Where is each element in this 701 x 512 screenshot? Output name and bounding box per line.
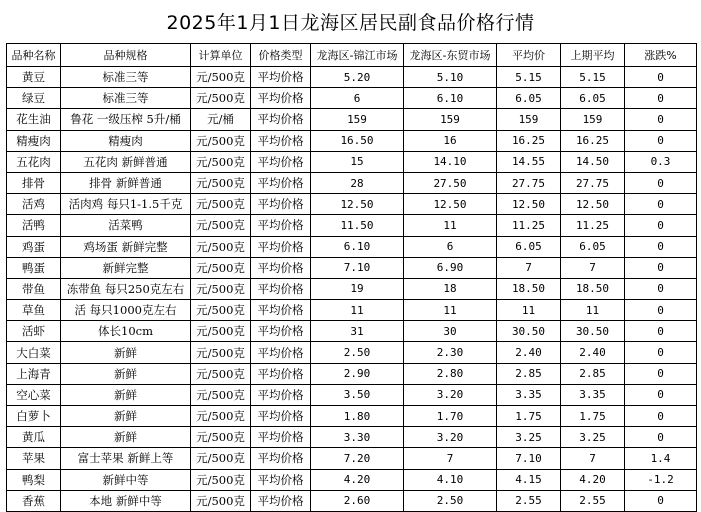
cell-dongmao: 7 xyxy=(404,448,497,469)
cell-unit: 元/500克 xyxy=(191,427,251,448)
cell-type: 平均价格 xyxy=(251,300,311,321)
cell-dongmao: 18 xyxy=(404,278,497,299)
cell-type: 平均价格 xyxy=(251,130,311,151)
cell-unit: 元/500克 xyxy=(191,490,251,511)
table-body xyxy=(7,67,697,512)
cell-jinjiang: 3.30 xyxy=(311,427,404,448)
cell-avg: 2.55 xyxy=(497,490,561,511)
cell-type: 平均价格 xyxy=(251,469,311,490)
cell-change: 0 xyxy=(625,384,697,405)
cell-change: 0 xyxy=(625,406,697,427)
cell-change: -1.2 xyxy=(625,469,697,490)
cell-avg: 3.35 xyxy=(497,384,561,405)
cell-unit: 元/500克 xyxy=(191,130,251,151)
cell-change: 0 xyxy=(625,257,697,278)
cell-dongmao: 14.10 xyxy=(404,151,497,172)
table-row xyxy=(7,363,697,384)
cell-prev-avg: 4.20 xyxy=(561,469,625,490)
cell-jinjiang: 6.10 xyxy=(311,236,404,257)
cell-dongmao: 2.50 xyxy=(404,490,497,511)
cell-jinjiang: 159 xyxy=(311,109,404,130)
cell-dongmao: 6.10 xyxy=(404,88,497,109)
cell-avg: 1.75 xyxy=(497,406,561,427)
cell-jinjiang: 28 xyxy=(311,172,404,193)
cell-avg: 30.50 xyxy=(497,321,561,342)
cell-change: 0 xyxy=(625,194,697,215)
cell-spec: 活肉鸡 每只1-1.5千克 xyxy=(61,194,191,215)
cell-jinjiang: 1.80 xyxy=(311,406,404,427)
cell-change: 0 xyxy=(625,236,697,257)
table-row xyxy=(7,321,697,342)
table-row xyxy=(7,342,697,363)
cell-jinjiang: 11.50 xyxy=(311,215,404,236)
cell-avg: 7 xyxy=(497,257,561,278)
table-row xyxy=(7,215,697,236)
cell-spec: 精瘦肉 xyxy=(61,130,191,151)
cell-name: 黄瓜 xyxy=(7,427,61,448)
cell-prev-avg: 16.25 xyxy=(561,130,625,151)
cell-avg: 11.25 xyxy=(497,215,561,236)
cell-unit: 元/500克 xyxy=(191,88,251,109)
cell-unit: 元/500克 xyxy=(191,257,251,278)
cell-unit: 元/500克 xyxy=(191,469,251,490)
cell-name: 鸭蛋 xyxy=(7,257,61,278)
cell-dongmao: 1.70 xyxy=(404,406,497,427)
cell-jinjiang: 19 xyxy=(311,278,404,299)
col-header-jinjiang: 龙海区-锦江市场 xyxy=(311,44,404,67)
cell-spec: 新鲜 xyxy=(61,427,191,448)
cell-name: 绿豆 xyxy=(7,88,61,109)
col-header-unit: 计算单位 xyxy=(191,44,251,67)
cell-avg: 27.75 xyxy=(497,172,561,193)
cell-unit: 元/500克 xyxy=(191,151,251,172)
cell-spec: 活菜鸭 xyxy=(61,215,191,236)
cell-dongmao: 27.50 xyxy=(404,172,497,193)
cell-type: 平均价格 xyxy=(251,278,311,299)
cell-name: 白萝卜 xyxy=(7,406,61,427)
cell-type: 平均价格 xyxy=(251,448,311,469)
col-header-avg: 平均价 xyxy=(497,44,561,67)
cell-change: 0 xyxy=(625,88,697,109)
cell-dongmao: 16 xyxy=(404,130,497,151)
cell-jinjiang: 2.50 xyxy=(311,342,404,363)
cell-unit: 元/500克 xyxy=(191,67,251,88)
cell-type: 平均价格 xyxy=(251,427,311,448)
cell-spec: 新鲜 xyxy=(61,384,191,405)
table-row xyxy=(7,236,697,257)
cell-dongmao: 2.30 xyxy=(404,342,497,363)
cell-name: 黄豆 xyxy=(7,67,61,88)
cell-avg: 16.25 xyxy=(497,130,561,151)
cell-avg: 18.50 xyxy=(497,278,561,299)
cell-unit: 元/500克 xyxy=(191,215,251,236)
cell-name: 苹果 xyxy=(7,448,61,469)
cell-name: 五花肉 xyxy=(7,151,61,172)
table-row xyxy=(7,67,697,88)
cell-change: 0 xyxy=(625,342,697,363)
cell-spec: 标准三等 xyxy=(61,88,191,109)
cell-change: 0 xyxy=(625,67,697,88)
cell-prev-avg: 2.55 xyxy=(561,490,625,511)
cell-spec: 体长10cm xyxy=(61,321,191,342)
cell-name: 精瘦肉 xyxy=(7,130,61,151)
cell-spec: 富士苹果 新鲜上等 xyxy=(61,448,191,469)
cell-dongmao: 3.20 xyxy=(404,384,497,405)
table-row xyxy=(7,172,697,193)
cell-avg: 12.50 xyxy=(497,194,561,215)
cell-change: 0 xyxy=(625,490,697,511)
cell-jinjiang: 4.20 xyxy=(311,469,404,490)
cell-spec: 新鲜 xyxy=(61,363,191,384)
cell-name: 活鸡 xyxy=(7,194,61,215)
cell-prev-avg: 2.40 xyxy=(561,342,625,363)
cell-avg: 2.85 xyxy=(497,363,561,384)
table-row xyxy=(7,427,697,448)
cell-name: 鸭梨 xyxy=(7,469,61,490)
cell-name: 活虾 xyxy=(7,321,61,342)
cell-type: 平均价格 xyxy=(251,236,311,257)
cell-jinjiang: 5.20 xyxy=(311,67,404,88)
table-row xyxy=(7,406,697,427)
col-header-change: 涨跌% xyxy=(625,44,697,67)
cell-prev-avg: 159 xyxy=(561,109,625,130)
table-row xyxy=(7,194,697,215)
cell-dongmao: 11 xyxy=(404,300,497,321)
table-row xyxy=(7,130,697,151)
page-title: 2025年1月1日龙海区居民副食品价格行情 xyxy=(166,11,535,34)
cell-prev-avg: 3.35 xyxy=(561,384,625,405)
cell-dongmao: 30 xyxy=(404,321,497,342)
table-row xyxy=(7,278,697,299)
cell-avg: 14.55 xyxy=(497,151,561,172)
cell-dongmao: 5.10 xyxy=(404,67,497,88)
cell-type: 平均价格 xyxy=(251,215,311,236)
cell-unit: 元/500克 xyxy=(191,384,251,405)
cell-prev-avg: 7 xyxy=(561,257,625,278)
col-header-type: 价格类型 xyxy=(251,44,311,67)
cell-jinjiang: 2.60 xyxy=(311,490,404,511)
cell-spec: 五花肉 新鲜普通 xyxy=(61,151,191,172)
cell-change: 0 xyxy=(625,427,697,448)
cell-change: 0 xyxy=(625,321,697,342)
price-table xyxy=(6,43,697,512)
cell-prev-avg: 6.05 xyxy=(561,236,625,257)
cell-avg: 11 xyxy=(497,300,561,321)
cell-avg: 4.15 xyxy=(497,469,561,490)
cell-unit: 元/500克 xyxy=(191,172,251,193)
cell-prev-avg: 7 xyxy=(561,448,625,469)
cell-change: 1.4 xyxy=(625,448,697,469)
cell-spec: 本地 新鲜中等 xyxy=(61,490,191,511)
cell-name: 上海青 xyxy=(7,363,61,384)
cell-unit: 元/500克 xyxy=(191,321,251,342)
cell-jinjiang: 6 xyxy=(311,88,404,109)
cell-type: 平均价格 xyxy=(251,490,311,511)
cell-prev-avg: 27.75 xyxy=(561,172,625,193)
cell-type: 平均价格 xyxy=(251,406,311,427)
cell-avg: 6.05 xyxy=(497,236,561,257)
cell-spec: 新鲜中等 xyxy=(61,469,191,490)
cell-prev-avg: 11.25 xyxy=(561,215,625,236)
cell-unit: 元/500克 xyxy=(191,363,251,384)
cell-avg: 6.05 xyxy=(497,88,561,109)
table-row xyxy=(7,300,697,321)
cell-unit: 元/桶 xyxy=(191,109,251,130)
cell-spec: 新鲜 xyxy=(61,342,191,363)
cell-spec: 新鲜完整 xyxy=(61,257,191,278)
cell-type: 平均价格 xyxy=(251,67,311,88)
table-row xyxy=(7,384,697,405)
cell-dongmao: 159 xyxy=(404,109,497,130)
cell-avg: 3.25 xyxy=(497,427,561,448)
cell-jinjiang: 11 xyxy=(311,300,404,321)
cell-name: 排骨 xyxy=(7,172,61,193)
cell-prev-avg: 11 xyxy=(561,300,625,321)
cell-jinjiang: 12.50 xyxy=(311,194,404,215)
cell-prev-avg: 30.50 xyxy=(561,321,625,342)
cell-unit: 元/500克 xyxy=(191,236,251,257)
cell-avg: 2.40 xyxy=(497,342,561,363)
cell-name: 活鸭 xyxy=(7,215,61,236)
cell-change: 0 xyxy=(625,130,697,151)
cell-change: 0 xyxy=(625,172,697,193)
cell-type: 平均价格 xyxy=(251,172,311,193)
cell-avg: 159 xyxy=(497,109,561,130)
cell-unit: 元/500克 xyxy=(191,448,251,469)
table-row xyxy=(7,257,697,278)
cell-prev-avg: 14.50 xyxy=(561,151,625,172)
cell-jinjiang: 3.50 xyxy=(311,384,404,405)
cell-jinjiang: 7.10 xyxy=(311,257,404,278)
cell-name: 带鱼 xyxy=(7,278,61,299)
cell-prev-avg: 6.05 xyxy=(561,88,625,109)
cell-type: 平均价格 xyxy=(251,342,311,363)
cell-jinjiang: 31 xyxy=(311,321,404,342)
col-header-spec: 品种规格 xyxy=(61,44,191,67)
cell-prev-avg: 18.50 xyxy=(561,278,625,299)
cell-avg: 5.15 xyxy=(497,67,561,88)
cell-name: 空心菜 xyxy=(7,384,61,405)
cell-type: 平均价格 xyxy=(251,321,311,342)
cell-type: 平均价格 xyxy=(251,88,311,109)
cell-unit: 元/500克 xyxy=(191,406,251,427)
cell-spec: 鸡场蛋 新鲜完整 xyxy=(61,236,191,257)
table-row xyxy=(7,151,697,172)
cell-jinjiang: 2.90 xyxy=(311,363,404,384)
cell-jinjiang: 7.20 xyxy=(311,448,404,469)
cell-name: 香蕉 xyxy=(7,490,61,511)
cell-spec: 标准三等 xyxy=(61,67,191,88)
table-row xyxy=(7,88,697,109)
cell-change: 0 xyxy=(625,215,697,236)
header-row xyxy=(7,44,697,67)
cell-dongmao: 6.90 xyxy=(404,257,497,278)
cell-type: 平均价格 xyxy=(251,109,311,130)
cell-type: 平均价格 xyxy=(251,151,311,172)
cell-type: 平均价格 xyxy=(251,384,311,405)
cell-dongmao: 2.80 xyxy=(404,363,497,384)
cell-change: 0 xyxy=(625,109,697,130)
cell-unit: 元/500克 xyxy=(191,278,251,299)
col-header-dongmao: 龙海区-东贸市场 xyxy=(404,44,497,67)
table-row xyxy=(7,109,697,130)
cell-spec: 排骨 新鲜普通 xyxy=(61,172,191,193)
cell-name: 草鱼 xyxy=(7,300,61,321)
cell-unit: 元/500克 xyxy=(191,300,251,321)
cell-prev-avg: 5.15 xyxy=(561,67,625,88)
cell-spec: 新鲜 xyxy=(61,406,191,427)
cell-change: 0 xyxy=(625,278,697,299)
cell-change: 0 xyxy=(625,363,697,384)
cell-prev-avg: 1.75 xyxy=(561,406,625,427)
cell-dongmao: 3.20 xyxy=(404,427,497,448)
cell-jinjiang: 15 xyxy=(311,151,404,172)
cell-avg: 7.10 xyxy=(497,448,561,469)
cell-spec: 鲁花 一级压榨 5升/桶 xyxy=(61,109,191,130)
cell-prev-avg: 3.25 xyxy=(561,427,625,448)
cell-change: 0.3 xyxy=(625,151,697,172)
cell-unit: 元/500克 xyxy=(191,194,251,215)
cell-type: 平均价格 xyxy=(251,194,311,215)
cell-prev-avg: 2.85 xyxy=(561,363,625,384)
cell-jinjiang: 16.50 xyxy=(311,130,404,151)
cell-change: 0 xyxy=(625,300,697,321)
cell-type: 平均价格 xyxy=(251,257,311,278)
table-row xyxy=(7,469,697,490)
cell-spec: 活 每只1000克左右 xyxy=(61,300,191,321)
cell-dongmao: 11 xyxy=(404,215,497,236)
table-row xyxy=(7,490,697,511)
cell-spec: 冻带鱼 每只250克左右 xyxy=(61,278,191,299)
cell-dongmao: 12.50 xyxy=(404,194,497,215)
cell-unit: 元/500克 xyxy=(191,342,251,363)
cell-name: 大白菜 xyxy=(7,342,61,363)
table-row xyxy=(7,448,697,469)
col-header-prev-avg: 上期平均 xyxy=(561,44,625,67)
cell-name: 花生油 xyxy=(7,109,61,130)
cell-dongmao: 6 xyxy=(404,236,497,257)
cell-name: 鸡蛋 xyxy=(7,236,61,257)
cell-prev-avg: 12.50 xyxy=(561,194,625,215)
col-header-name: 品种名称 xyxy=(7,44,61,67)
cell-type: 平均价格 xyxy=(251,363,311,384)
cell-dongmao: 4.10 xyxy=(404,469,497,490)
